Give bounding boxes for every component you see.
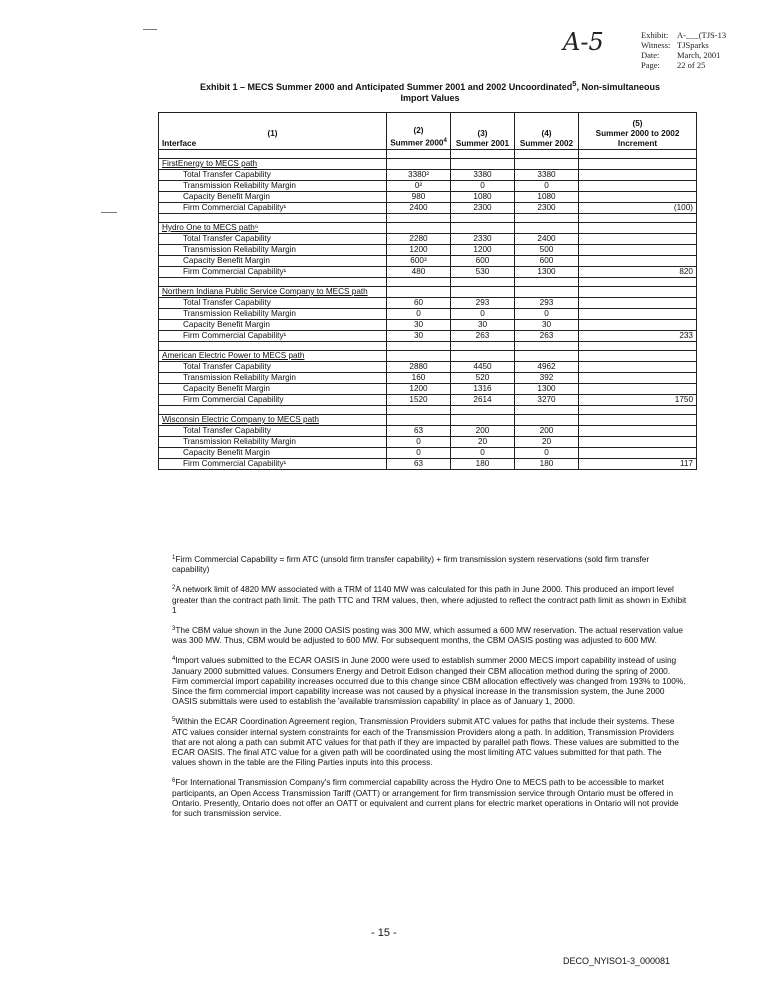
value-cell: 1200: [387, 384, 451, 395]
increment-cell: 117: [579, 459, 697, 470]
footnote-text: Firm Commercial Capability = firm ATC (unsold firm transfer capability) + firm transmission system reservations (sold firm transfer capability): [172, 554, 650, 575]
table-row: [159, 234, 697, 245]
increment-cell: [579, 192, 697, 203]
table-row: [159, 309, 697, 320]
increment-cell: (100): [579, 203, 697, 214]
increment-cell: 820: [579, 267, 697, 278]
row-label: Firm Commercial Capability: [159, 395, 387, 406]
row-label: Firm Commercial Capability¹: [159, 267, 387, 278]
row-label: Total Transfer Capability: [159, 426, 387, 437]
group-blank-cell: [451, 159, 515, 170]
value-cell: 980: [387, 192, 451, 203]
spacer-cell: [387, 214, 451, 223]
spacer-cell: [387, 406, 451, 415]
spacer-cell: [515, 342, 579, 351]
increment-cell: [579, 298, 697, 309]
row-label: Firm Commercial Capability¹: [159, 331, 387, 342]
header-cell: [387, 113, 451, 150]
value-cell: 600: [515, 256, 579, 267]
group-name: Hydro One to MECS path⁶: [159, 223, 387, 234]
value-cell: 0: [387, 437, 451, 448]
table-row: [159, 426, 697, 437]
table-row: [159, 320, 697, 331]
group-blank-cell: [451, 287, 515, 298]
group-blank-cell: [387, 287, 451, 298]
group-name: Northern Indiana Public Service Company to MECS path: [159, 287, 387, 298]
table-row: [159, 170, 697, 181]
value-cell: 2400: [515, 234, 579, 245]
spacer-cell: [451, 150, 515, 159]
footnote-mark: 1: [172, 555, 176, 561]
value-cell: 30: [515, 320, 579, 331]
footnote: [172, 715, 687, 767]
header-cell: [451, 113, 515, 150]
exhibit-label-block: [641, 30, 726, 70]
group-blank-cell: [515, 159, 579, 170]
group-header-row: [159, 287, 697, 298]
value-cell: 2330: [451, 234, 515, 245]
row-label: Capacity Benefit Margin: [159, 320, 387, 331]
footnote-text: The CBM value shown in the June 2000 OASIS posting was 300 MW, which assumed a 600 MW reservation. The actual reservation value was 300 MW. Thus, CBM would be adjusted to 600 MW. For subsequent months, the CBM OASIS posting was adjusted to 600 MW.: [172, 625, 683, 646]
increment-cell: [579, 373, 697, 384]
table-row: [159, 448, 697, 459]
spacer-row: [159, 406, 697, 415]
footnote: [172, 776, 687, 818]
title-line1: Exhibit 1 – MECS Summer 2000 and Anticipated Summer 2001 and 2002 Uncoordinated: [200, 82, 573, 92]
group-blank-cell: [579, 415, 697, 426]
group-blank-cell: [579, 159, 697, 170]
value-cell: 1300: [515, 384, 579, 395]
value-cell: 0: [387, 448, 451, 459]
group-header-row: [159, 223, 697, 234]
value-cell: 0: [451, 448, 515, 459]
exhibit-key: Exhibit:: [641, 30, 669, 40]
value-cell: 0: [515, 181, 579, 192]
title-line2: Import Values: [400, 93, 460, 103]
spacer-row: [159, 342, 697, 351]
scan-mark: [101, 212, 117, 213]
value-cell: 200: [515, 426, 579, 437]
witness-key: Witness:: [641, 40, 671, 50]
header-cell: [579, 113, 697, 150]
group-header-row: [159, 415, 697, 426]
value-cell: 63: [387, 459, 451, 470]
spacer-cell: [579, 342, 697, 351]
handwritten-exhibit-mark: A-5: [563, 28, 604, 56]
group-blank-cell: [387, 223, 451, 234]
value-cell: 2880: [387, 362, 451, 373]
group-blank-cell: [515, 351, 579, 362]
increment-cell: [579, 234, 697, 245]
row-label: Total Transfer Capability: [159, 170, 387, 181]
increment-cell: [579, 384, 697, 395]
increment-cell: 233: [579, 331, 697, 342]
spacer-cell: [579, 278, 697, 287]
row-label: Total Transfer Capability: [159, 362, 387, 373]
table-row: [159, 373, 697, 384]
header-number: (1): [267, 129, 278, 138]
spacer-cell: [579, 150, 697, 159]
value-cell: 480: [387, 267, 451, 278]
value-cell: 263: [451, 331, 515, 342]
spacer-cell: [159, 214, 387, 223]
spacer-cell: [159, 406, 387, 415]
value-cell: 293: [515, 298, 579, 309]
exhibit-title: [160, 78, 700, 104]
value-cell: 0: [451, 309, 515, 320]
footnote: [172, 553, 687, 574]
value-cell: 30: [451, 320, 515, 331]
value-cell: 2614: [451, 395, 515, 406]
spacer-cell: [515, 278, 579, 287]
group-blank-cell: [451, 415, 515, 426]
footnote-mark: 5: [172, 717, 176, 724]
table-row: [159, 256, 697, 267]
increment-cell: [579, 437, 697, 448]
value-cell: 263: [515, 331, 579, 342]
row-label: Total Transfer Capability: [159, 298, 387, 309]
group-blank-cell: [515, 415, 579, 426]
spacer-cell: [579, 214, 697, 223]
increment-cell: [579, 426, 697, 437]
spacer-cell: [451, 406, 515, 415]
witness-value: TJSparks: [677, 40, 709, 50]
spacer-cell: [387, 150, 451, 159]
value-cell: 530: [451, 267, 515, 278]
increment-cell: 1750: [579, 395, 697, 406]
page-value: 22 of 25: [677, 60, 706, 70]
value-cell: 30: [387, 320, 451, 331]
header-label: Interface: [162, 139, 197, 148]
group-name: American Electric Power to MECS path: [159, 351, 387, 362]
row-label: Total Transfer Capability: [159, 234, 387, 245]
table-row: [159, 245, 697, 256]
value-cell: 293: [451, 298, 515, 309]
spacer-cell: [515, 406, 579, 415]
group-blank-cell: [387, 351, 451, 362]
row-label: Capacity Benefit Margin: [159, 448, 387, 459]
spacer-cell: [387, 342, 451, 351]
row-label: Capacity Benefit Margin: [159, 256, 387, 267]
value-cell: 180: [515, 459, 579, 470]
spacer-cell: [387, 278, 451, 287]
spacer-cell: [451, 342, 515, 351]
header-label: Summer 2000$^4$: [390, 138, 447, 148]
table-row: [159, 298, 697, 309]
page-number: - 15 -: [371, 927, 397, 939]
table-row: [159, 384, 697, 395]
group-header-row: [159, 351, 697, 362]
footnote-text: For International Transmission Company's firm commercial capability across the Hydro One to MECS path to be accessible to market participants, an Open Access Transmission Tariff (OATT) or arrangement for firm transmission service through Ontario must be offered in Ontario. Presently, Ontario does not offer an OATT or equivalent and current plans for electric market operations in Ontario will not provide for such transmission service.: [172, 777, 679, 819]
value-cell: 3270: [515, 395, 579, 406]
value-cell: 1200: [387, 245, 451, 256]
table-row: [159, 192, 697, 203]
value-cell: 2300: [451, 203, 515, 214]
group-blank-cell: [579, 287, 697, 298]
value-cell: 1200: [451, 245, 515, 256]
group-name: Wisconsin Electric Company to MECS path: [159, 415, 387, 426]
scan-mark: [143, 29, 157, 30]
value-cell: 2280: [387, 234, 451, 245]
date-key: Date:: [641, 50, 660, 60]
header-footnote-mark: 4: [443, 138, 447, 145]
increment-cell: [579, 309, 697, 320]
value-cell: 4962: [515, 362, 579, 373]
header-label: Summer 2002: [519, 139, 574, 148]
increment-cell: [579, 320, 697, 331]
spacer-cell: [451, 214, 515, 223]
row-label: Capacity Benefit Margin: [159, 192, 387, 203]
group-blank-cell: [387, 159, 451, 170]
spacer-row: [159, 278, 697, 287]
value-cell: 500: [515, 245, 579, 256]
value-cell: 1300: [515, 267, 579, 278]
table-row: [159, 203, 697, 214]
value-cell: 520: [451, 373, 515, 384]
value-cell: 0: [387, 309, 451, 320]
value-cell: 392: [515, 373, 579, 384]
group-blank-cell: [579, 351, 697, 362]
spacer-row: [159, 150, 697, 159]
value-cell: 160: [387, 373, 451, 384]
increment-cell: [579, 256, 697, 267]
value-cell: 4450: [451, 362, 515, 373]
spacer-cell: [159, 342, 387, 351]
footnote-mark: 4: [172, 656, 176, 663]
value-cell: 600³: [387, 256, 451, 267]
value-cell: 20: [515, 437, 579, 448]
spacer-cell: [515, 214, 579, 223]
group-blank-cell: [451, 351, 515, 362]
row-label: Firm Commercial Capability¹: [159, 203, 387, 214]
row-label: Transmission Reliability Margin: [159, 181, 387, 192]
table-row: [159, 267, 697, 278]
header-number: (5): [632, 119, 643, 128]
row-label: Transmission Reliability Margin: [159, 245, 387, 256]
row-label: Capacity Benefit Margin: [159, 384, 387, 395]
title-line1-end: , Non-simultaneous: [576, 82, 660, 92]
table-row: [159, 437, 697, 448]
footnote-mark: 3: [172, 626, 176, 633]
header-cell: [159, 113, 387, 150]
import-values-table: [158, 112, 697, 470]
spacer-cell: [159, 278, 387, 287]
table-header-row: [159, 113, 697, 150]
header-cell: [515, 113, 579, 150]
value-cell: 3380²: [387, 170, 451, 181]
exhibit-value: A-___(TJS-13: [677, 30, 727, 40]
footnote: [172, 583, 687, 615]
header-label: Summer 2000 to 2002 Increment: [595, 129, 680, 148]
header-number: (2): [413, 126, 424, 136]
value-cell: 60: [387, 298, 451, 309]
increment-cell: [579, 245, 697, 256]
value-cell: 1080: [451, 192, 515, 203]
value-cell: 180: [451, 459, 515, 470]
footnotes: [172, 553, 687, 827]
spacer-cell: [451, 278, 515, 287]
value-cell: 1316: [451, 384, 515, 395]
table-row: [159, 395, 697, 406]
value-cell: 63: [387, 426, 451, 437]
value-cell: 0: [515, 309, 579, 320]
spacer-row: [159, 214, 697, 223]
table-row: [159, 362, 697, 373]
footnote: [172, 624, 687, 645]
increment-cell: [579, 362, 697, 373]
footnote-text: A network limit of 4820 MW associated with a TRM of 1140 MW was calculated for this path in June 2000. This produced an import level greater than the contract path limit. The path TTC and TRM values, then, where adjusted to reflect the contract path limit as shown in Exhibit 1: [172, 584, 687, 615]
value-cell: 2300: [515, 203, 579, 214]
group-blank-cell: [579, 223, 697, 234]
row-label: Transmission Reliability Margin: [159, 373, 387, 384]
footnote-text: Import values submitted to the ECAR OASIS in June 2000 were used to establish summer 2000 MECS import capability instead of using January 2000 submitted values. Consumers Energy and Detroit Edison changed their CBM allocation method during the spring of 2000. Firm commercial import capability increases occurred due to this change since CBM allocation effectively was changed from 193% to 100%. Since the firm commercial import capability increase was not caused by a physical increase in the transmission system, the June 2000 OASIS submittals were used to establish the 'available transmission capability' in place as of January 1, 2000.: [172, 655, 686, 707]
date-value: March, 2001: [677, 50, 721, 60]
value-cell: 0: [515, 448, 579, 459]
value-cell: 0: [451, 181, 515, 192]
value-cell: 20: [451, 437, 515, 448]
group-header-row: [159, 159, 697, 170]
header-label: Summer 2001: [455, 139, 510, 148]
footnote-text: Within the ECAR Coordination Agreement region, Transmission Providers submit ATC values for paths that include their systems. These ATC values consider internal system constraints for each of the Transmission Providers along a path. In addition, Transmission Providers that are not along a path can submit ATC values for that path if they are impacted by parallel path flows. These values are submitted to the ECAR OASIS. The final ATC value for a given path will be coordinated using the most limiting ATC values submitted for that path. The values shown in the table are the Filing Parties inputs into this process.: [172, 716, 680, 768]
spacer-cell: [579, 406, 697, 415]
value-cell: 3380: [451, 170, 515, 181]
value-cell: 1520: [387, 395, 451, 406]
value-cell: 0²: [387, 181, 451, 192]
increment-cell: [579, 181, 697, 192]
footnote: [172, 654, 687, 706]
value-cell: 3380: [515, 170, 579, 181]
footnote-mark: 2: [172, 585, 176, 592]
table-row: [159, 459, 697, 470]
table-row: [159, 331, 697, 342]
value-cell: 30: [387, 331, 451, 342]
row-label: Transmission Reliability Margin: [159, 309, 387, 320]
value-cell: 200: [451, 426, 515, 437]
increment-cell: [579, 170, 697, 181]
footnote-mark: 6: [172, 778, 176, 785]
value-cell: 2400: [387, 203, 451, 214]
document-id: DECO_NYISO1-3_000081: [563, 956, 671, 966]
value-cell: 600: [451, 256, 515, 267]
header-number: (4): [541, 129, 552, 138]
title-footnote-mark: 5: [572, 79, 577, 88]
group-name: FirstEnergy to MECS path: [159, 159, 387, 170]
table-row: [159, 181, 697, 192]
group-blank-cell: [451, 223, 515, 234]
increment-cell: [579, 448, 697, 459]
group-blank-cell: [515, 223, 579, 234]
spacer-cell: [159, 150, 387, 159]
group-blank-cell: [515, 287, 579, 298]
group-blank-cell: [387, 415, 451, 426]
header-number: (3): [477, 129, 488, 138]
value-cell: 1080: [515, 192, 579, 203]
page-key: Page:: [641, 60, 660, 70]
row-label: Transmission Reliability Margin: [159, 437, 387, 448]
spacer-cell: [515, 150, 579, 159]
row-label: Firm Commercial Capability¹: [159, 459, 387, 470]
